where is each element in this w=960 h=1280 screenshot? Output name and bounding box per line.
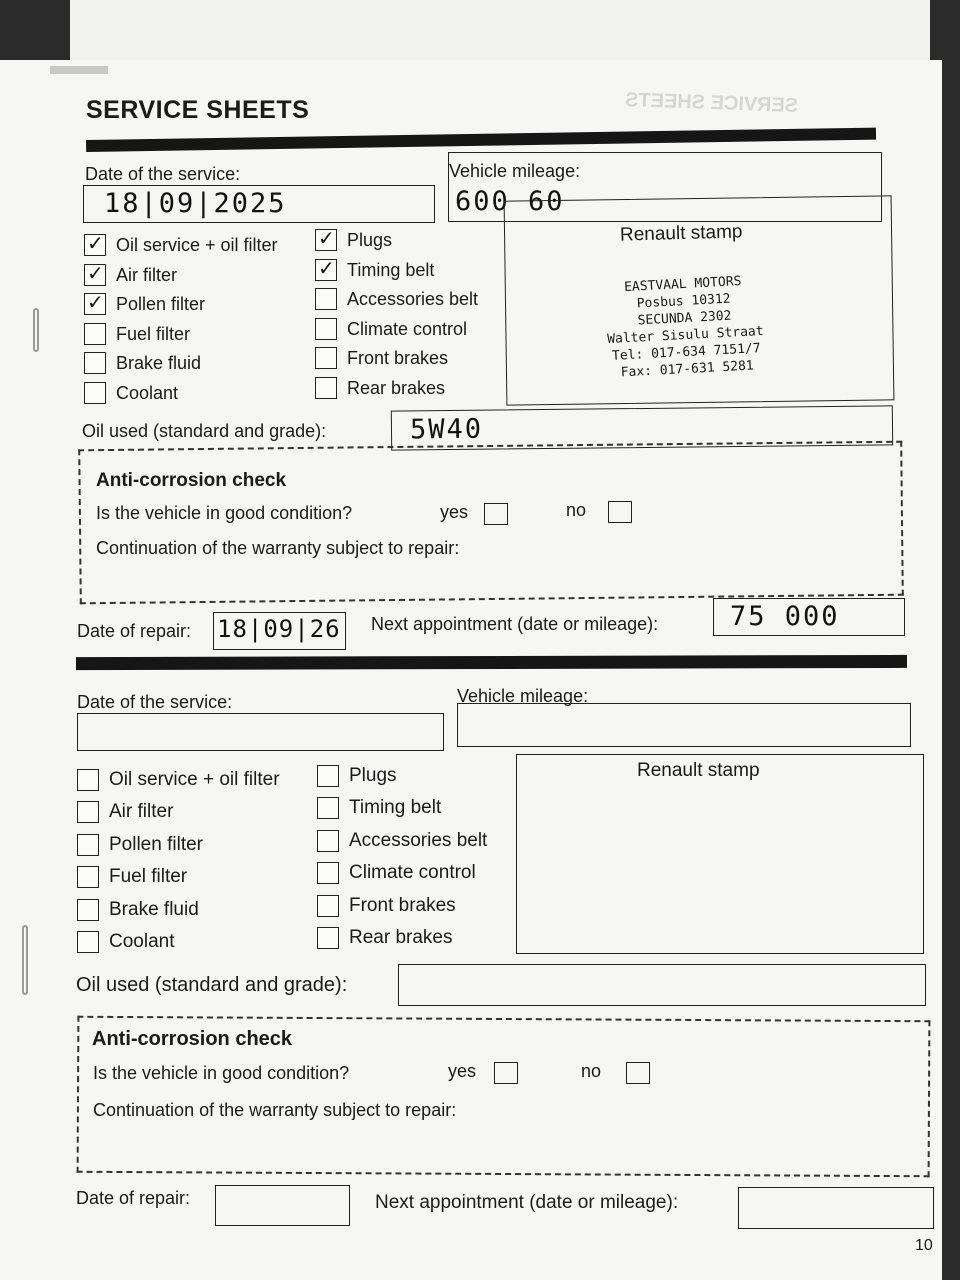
checkbox[interactable]: [315, 377, 337, 399]
checklist-item-label: Timing belt: [347, 259, 435, 280]
dealer-town: SECUNDA 2302: [637, 308, 732, 329]
checklist-item-label: Pollen filter: [116, 293, 206, 314]
checkbox[interactable]: [317, 895, 339, 917]
checkbox[interactable]: [317, 862, 339, 884]
checkbox[interactable]: [315, 318, 337, 340]
yes-label: yes: [448, 1061, 477, 1081]
checklist-item[interactable]: [77, 832, 203, 858]
checklist-item-label: Air filter: [109, 801, 174, 822]
checklist-item[interactable]: [84, 321, 190, 347]
checklist-item-label: Front brakes: [349, 895, 456, 916]
checklist-item[interactable]: [315, 345, 448, 371]
page-title: SERVICE SHEETS: [86, 96, 310, 124]
checkbox[interactable]: [317, 797, 339, 819]
checklist-item[interactable]: [84, 350, 201, 376]
renault-stamp-label: Renault stamp: [637, 760, 760, 781]
checklist-item-label: Fuel filter: [116, 323, 191, 344]
checklist-item[interactable]: [77, 897, 199, 923]
checklist-item-label: Climate control: [347, 318, 468, 339]
checklist-item[interactable]: [77, 929, 175, 955]
checklist-item-label: Brake fluid: [109, 899, 199, 920]
renault-stamp-label: Renault stamp: [619, 221, 743, 246]
checklist-item[interactable]: [317, 763, 397, 789]
checkbox[interactable]: [315, 229, 337, 251]
warranty-continuation-label: Continuation of the warranty subject to repair:: [96, 538, 460, 558]
yes-checkbox[interactable]: [484, 503, 508, 525]
checkbox[interactable]: [315, 288, 337, 310]
section-divider: [76, 655, 907, 670]
dealer-fax: Fax: 017-631 5281: [620, 358, 755, 381]
no-checkbox[interactable]: [626, 1062, 650, 1084]
checklist-item[interactable]: [77, 864, 187, 890]
checklist-item[interactable]: [77, 767, 280, 793]
oil-used-label: Oil used (standard and grade):: [82, 421, 327, 441]
next-appointment-field[interactable]: [713, 598, 905, 636]
anti-corrosion-title: Anti-corrosion check: [92, 1028, 293, 1050]
next-appointment-value: 75 000: [730, 601, 840, 632]
oil-used-label: Oil used (standard and grade):: [76, 974, 348, 996]
checklist-item[interactable]: [315, 375, 445, 401]
binder-ring: [22, 925, 28, 995]
good-condition-question: Is the vehicle in good condition?: [96, 503, 353, 523]
checklist-item-label: Climate control: [349, 862, 476, 883]
checkbox[interactable]: [84, 293, 106, 315]
checklist-item-label: Rear brakes: [347, 377, 446, 398]
checklist-item-label: Front brakes: [347, 347, 449, 368]
checkbox[interactable]: [77, 769, 99, 791]
vehicle-mileage-label: Vehicle mileage:: [457, 686, 589, 706]
checklist-item[interactable]: [315, 286, 478, 312]
vehicle-mileage-label: Vehicle mileage:: [449, 161, 581, 181]
checklist-item[interactable]: [84, 262, 177, 288]
checklist-item-label: Pollen filter: [109, 834, 203, 855]
checkbox[interactable]: [317, 765, 339, 787]
checklist-item-label: Air filter: [116, 264, 178, 285]
dealer-street: Walter Sisulu Straat: [606, 323, 764, 348]
next-appointment-label: Next appointment (date or mileage):: [371, 614, 659, 634]
checklist-item-label: Plugs: [347, 229, 393, 250]
oil-used-field[interactable]: [398, 964, 926, 1006]
checklist-item-label: Coolant: [116, 382, 179, 403]
no-label: no: [581, 1061, 602, 1081]
checklist-item-label: Accessories belt: [347, 288, 479, 309]
warranty-continuation-label: Continuation of the warranty subject to repair:: [93, 1100, 457, 1120]
checklist-item-label: Fuel filter: [109, 866, 188, 887]
no-label: no: [566, 500, 587, 520]
checkbox[interactable]: [77, 834, 99, 856]
checklist-item[interactable]: [77, 799, 173, 825]
checklist-item[interactable]: [84, 291, 205, 317]
checklist-item-label: Oil service + oil filter: [109, 769, 280, 790]
checklist-item-label: Plugs: [349, 765, 397, 786]
checkbox[interactable]: [84, 264, 106, 286]
checkbox[interactable]: [84, 234, 106, 256]
checklist-item[interactable]: [84, 380, 178, 406]
dealer-telephone: Tel: 017-634 7151/7: [611, 341, 761, 364]
checkbox[interactable]: [84, 323, 106, 345]
next-appointment-field[interactable]: [738, 1187, 934, 1229]
page-edge-mark: [50, 66, 108, 74]
oil-used-value: 5W40: [409, 413, 484, 446]
yes-checkbox[interactable]: [494, 1062, 518, 1084]
checklist-item[interactable]: [315, 257, 434, 283]
page-number: 10: [915, 1237, 933, 1254]
checkbox[interactable]: [84, 382, 106, 404]
date-of-service-value: 18|09|2025: [104, 188, 287, 219]
good-condition-question: Is the vehicle in good condition?: [93, 1063, 350, 1083]
next-appointment-label: Next appointment (date or mileage):: [375, 1192, 679, 1213]
date-of-service-label: Date of the service:: [77, 692, 233, 712]
anti-corrosion-title: Anti-corrosion check: [96, 470, 287, 491]
show-through-title: SERVICE SHEETS: [624, 88, 799, 118]
binder-ring: [33, 308, 39, 352]
checklist-item-label: Accessories belt: [349, 830, 488, 851]
checkbox[interactable]: [77, 899, 99, 921]
checklist-item-label: Brake fluid: [116, 352, 202, 373]
checkbox[interactable]: [84, 352, 106, 374]
date-of-service-field[interactable]: [83, 185, 435, 223]
checklist-item[interactable]: [317, 860, 476, 886]
date-of-repair-field[interactable]: [215, 1185, 350, 1226]
date-of-repair-value: 18|09|26: [217, 615, 341, 643]
checklist-item-label: Oil service + oil filter: [116, 234, 278, 255]
checkbox[interactable]: [77, 931, 99, 953]
dealer-name: EASTVAAL MOTORS: [623, 273, 742, 296]
checkbox[interactable]: [77, 866, 99, 888]
date-of-service-field[interactable]: [77, 713, 444, 751]
date-of-repair-field[interactable]: [213, 612, 346, 650]
date-of-repair-label: Date of repair:: [77, 621, 192, 641]
no-checkbox[interactable]: [608, 501, 632, 523]
checklist-item[interactable]: [317, 795, 441, 821]
checkbox[interactable]: [315, 347, 337, 369]
yes-label: yes: [440, 502, 469, 522]
vehicle-mileage-value: 600 60: [455, 186, 565, 217]
checklist-item[interactable]: [317, 893, 456, 919]
vehicle-mileage-field-frame: [448, 152, 882, 184]
checkbox[interactable]: [315, 259, 337, 281]
date-of-service-label: Date of the service:: [85, 164, 241, 184]
renault-stamp-box: [516, 754, 924, 954]
dealer-stamp-text: [602, 272, 767, 382]
checklist-item-label: Coolant: [109, 931, 175, 952]
checklist-item[interactable]: [315, 316, 467, 342]
vehicle-mileage-field[interactable]: [457, 703, 911, 747]
checklist-item[interactable]: [315, 227, 392, 253]
date-of-repair-label: Date of repair:: [76, 1188, 191, 1208]
checkbox[interactable]: [317, 830, 339, 852]
checklist-item[interactable]: [317, 925, 453, 951]
checkbox[interactable]: [317, 927, 339, 949]
checklist-item-label: Rear brakes: [349, 927, 453, 948]
dealer-po-box: Posbus 10312: [636, 291, 731, 312]
checklist-item[interactable]: [84, 232, 278, 258]
checkbox[interactable]: [77, 801, 99, 823]
checklist-item-label: Timing belt: [349, 797, 442, 818]
checklist-item[interactable]: [317, 828, 487, 854]
